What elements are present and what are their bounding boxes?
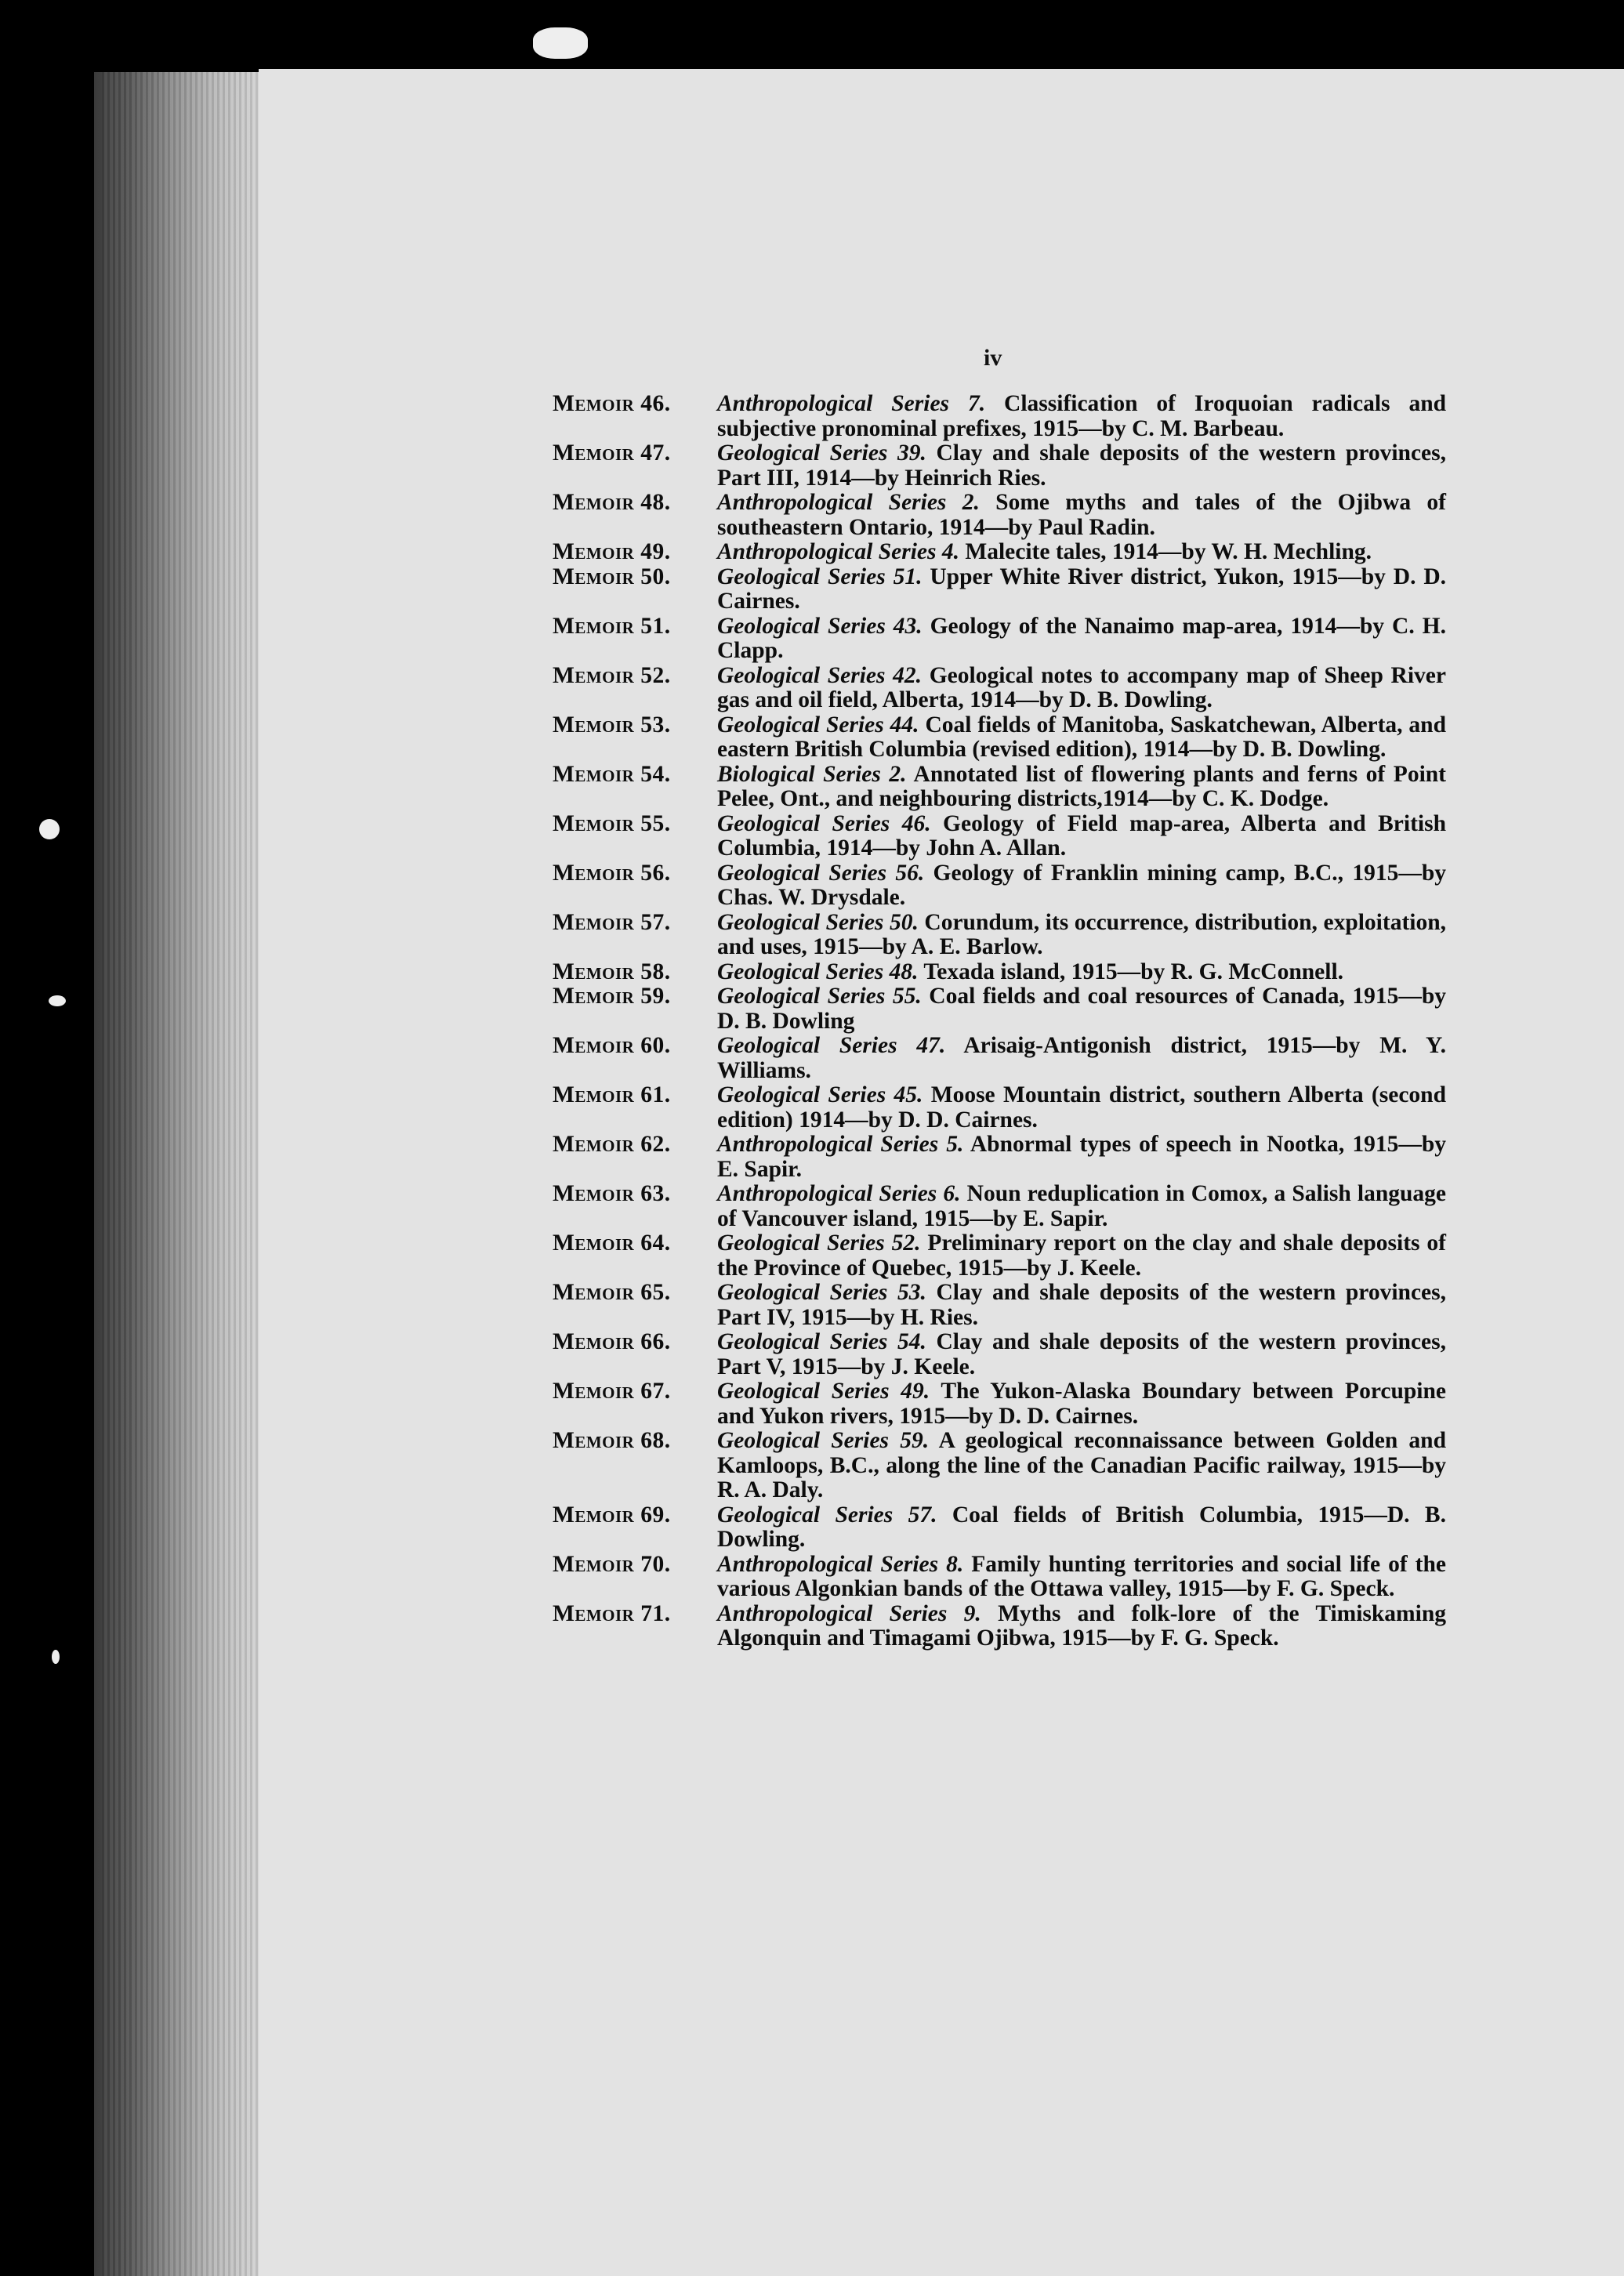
memoir-entry [553, 565, 1446, 614]
spine-texture [102, 72, 259, 2276]
memoir-description [717, 1034, 1446, 1083]
memoir-label: Memoir 70. [553, 1551, 671, 1577]
memoir-description [717, 664, 1446, 713]
memoir-label: Memoir 55. [553, 810, 671, 836]
memoir-label: Memoir 51. [553, 613, 671, 639]
memoir-label: Memoir 65. [553, 1280, 671, 1305]
series-name: Geological Series 48. [717, 959, 919, 984]
memoir-entry [553, 984, 1446, 1034]
memoir-entry [553, 1231, 1446, 1281]
memoir-title: Some myths and tales of the Ojibwa of southeastern Ontario, 1914—by Paul Radin. [717, 490, 1446, 540]
memoir-description [717, 1231, 1446, 1281]
memoir-description [717, 1330, 1446, 1379]
memoir-label: Memoir 59. [553, 984, 671, 1009]
memoir-title: Annotated list of flowering plants and ferns of Point Pelee, Ont., and neighbouring districts,1914—by C. K. Dodge. [717, 761, 1446, 811]
memoir-title: Clay and shale deposits of the western provinces, Part V, 1915—by J. Keele. [717, 1329, 1446, 1379]
memoir-label: Memoir 57. [553, 909, 671, 935]
series-name: Anthropological Series 6. [717, 1181, 961, 1206]
page-number: iv [984, 345, 1002, 371]
memoir-label: Memoir 49. [553, 539, 671, 564]
memoir-title: Arisaig-Antigonish district, 1915—by M. Y. Williams. [717, 1033, 1446, 1083]
memoir-label: Memoir 66. [553, 1329, 671, 1354]
memoir-entry [553, 1281, 1446, 1330]
memoir-label: Memoir 50. [553, 564, 671, 589]
memoir-label: Memoir 60. [553, 1033, 671, 1058]
memoir-title: Family hunting territories and social life of the various Algonkian bands of the Ottawa valley, 1915—by F. G. Speck. [717, 1551, 1447, 1601]
memoir-title: The Yukon-Alaska Boundary between Porcupine and Yukon rivers, 1915—by D. D. Cairnes. [717, 1379, 1446, 1429]
series-name: Geological Series 54. [717, 1329, 926, 1354]
memoir-title: Coal fields of Manitoba, Saskatchewan, Alberta, and eastern British Columbia (revised edition), 1914—by D. B. Dowling. [717, 712, 1446, 762]
memoir-label: Memoir 52. [553, 662, 671, 688]
memoir-description [717, 1133, 1446, 1182]
memoir-entry [553, 1429, 1446, 1503]
memoir-description [717, 763, 1446, 812]
memoir-title: Malecite tales, 1914—by W. H. Mechling. [965, 539, 1372, 564]
memoir-title: Texada island, 1915—by R. G. McConnell. [923, 959, 1344, 984]
memoir-label: Memoir 68. [553, 1428, 671, 1453]
series-name: Geological Series 50. [717, 909, 919, 935]
memoir-label: Memoir 62. [553, 1132, 671, 1157]
memoir-label: Memoir 63. [553, 1181, 671, 1206]
memoir-title: Clay and shale deposits of the western provinces, Part III, 1914—by Heinrich Ries. [717, 440, 1446, 491]
memoir-label: Memoir 71. [553, 1600, 671, 1626]
memoir-entry [553, 1034, 1446, 1083]
memoir-title: Upper White River district, Yukon, 1915—by D. D. Cairnes. [717, 564, 1447, 614]
margin-mark [49, 995, 66, 1006]
series-name: Geological Series 51. [717, 564, 923, 589]
memoir-entry [553, 1083, 1446, 1133]
memoir-description [717, 1602, 1446, 1651]
series-name: Anthropological Series 9. [717, 1600, 981, 1626]
memoir-label: Memoir 58. [553, 959, 671, 984]
memoir-description [717, 960, 1446, 985]
memoir-entry [553, 960, 1446, 985]
memoir-entry [553, 1182, 1446, 1231]
memoir-entry [553, 1503, 1446, 1553]
series-name: Geological Series 45. [717, 1082, 923, 1107]
memoir-entry [553, 1379, 1446, 1429]
series-name: Geological Series 56. [717, 860, 925, 886]
series-name: Anthropological Series 5. [717, 1132, 964, 1157]
series-name: Geological Series 43. [717, 613, 923, 639]
series-name: Anthropological Series 4. [717, 539, 959, 564]
memoir-description [717, 392, 1446, 441]
memoir-label: Memoir 54. [553, 761, 671, 787]
memoir-entry [553, 491, 1446, 540]
memoir-title: Preliminary report on the clay and shale deposits of the Province of Quebec, 1915—by J. Keele. [717, 1230, 1446, 1281]
series-name: Geological Series 47. [717, 1033, 946, 1058]
memoir-description [717, 861, 1446, 911]
memoir-description [717, 1429, 1446, 1503]
memoir-title: Geology of the Nanaimo map-area, 1914—by C. H. Clapp. [717, 613, 1446, 663]
margin-mark [533, 27, 588, 59]
series-name: Biological Series 2. [717, 761, 907, 787]
memoir-list [553, 392, 1446, 1651]
memoir-description [717, 1503, 1446, 1553]
memoir-label: Memoir 64. [553, 1230, 671, 1256]
series-name: Geological Series 49. [717, 1379, 930, 1404]
margin-mark [52, 1650, 60, 1664]
memoir-label: Memoir 46. [553, 391, 671, 416]
memoir-description [717, 984, 1446, 1034]
memoir-description [717, 713, 1446, 763]
memoir-entry [553, 392, 1446, 441]
series-name: Geological Series 46. [717, 810, 931, 836]
memoir-title: Geology of Franklin mining camp, B.C., 1915—by Chas. W. Drysdale. [717, 860, 1446, 910]
memoir-entry [553, 812, 1446, 861]
memoir-title: Coal fields and coal resources of Canada, 1915—by D. B. Dowling [717, 984, 1447, 1034]
memoir-entry [553, 911, 1446, 960]
memoir-description [717, 441, 1446, 491]
memoir-entry [553, 1602, 1446, 1651]
memoir-title: Geological notes to accompany map of Sheep River gas and oil field, Alberta, 1914—by D. B. Dowling. [717, 662, 1446, 712]
memoir-description [717, 812, 1446, 861]
memoir-label: Memoir 69. [553, 1502, 671, 1528]
memoir-description [717, 911, 1446, 960]
memoir-entry [553, 713, 1446, 763]
series-name: Geological Series 57. [717, 1502, 937, 1528]
memoir-entry [553, 441, 1446, 491]
memoir-description [717, 614, 1446, 664]
memoir-description [717, 1553, 1446, 1602]
memoir-label: Memoir 61. [553, 1082, 671, 1107]
memoir-entry [553, 1330, 1446, 1379]
memoir-entry [553, 540, 1446, 565]
memoir-title: Classification of Iroquoian radicals and subjective pronominal prefixes, 1915—by C. M. Barbeau. [717, 391, 1447, 441]
series-name: Geological Series 52. [717, 1230, 921, 1256]
series-name: Geological Series 42. [717, 662, 923, 688]
series-name: Anthropological Series 8. [717, 1551, 964, 1577]
memoir-title: Corundum, its occurrence, distribution, exploitation, and uses, 1915—by A. E. Barlow. [717, 909, 1446, 959]
memoir-entry [553, 861, 1446, 911]
memoir-description [717, 491, 1446, 540]
series-name: Geological Series 55. [717, 984, 922, 1009]
memoir-label: Memoir 47. [553, 440, 671, 466]
memoir-entry [553, 1133, 1446, 1182]
series-name: Geological Series 39. [717, 440, 926, 466]
memoir-label: Memoir 56. [553, 860, 671, 886]
series-name: Geological Series 44. [717, 712, 919, 738]
memoir-entry [553, 614, 1446, 664]
memoir-label: Memoir 53. [553, 712, 671, 738]
memoir-label: Memoir 67. [553, 1379, 671, 1404]
memoir-description [717, 1379, 1446, 1429]
memoir-title: Myths and folk-lore of the Timiskaming Algonquin and Timagami Ojibwa, 1915—by F. G. Speck. [717, 1600, 1446, 1651]
memoir-title: Geology of Field map-area, Alberta and British Columbia, 1914—by John A. Allan. [717, 810, 1446, 861]
memoir-title: Moose Mountain district, southern Alberta (second edition) 1914—by D. D. Cairnes. [717, 1082, 1446, 1133]
memoir-description [717, 540, 1446, 565]
series-name: Geological Series 59. [717, 1428, 930, 1453]
memoir-description [717, 1083, 1446, 1133]
series-name: Anthropological Series 7. [717, 391, 986, 416]
memoir-entry [553, 763, 1446, 812]
memoir-description [717, 565, 1446, 614]
memoir-entry [553, 1553, 1446, 1602]
memoir-title: Coal fields of British Columbia, 1915—D. B. Dowling. [717, 1502, 1446, 1552]
memoir-description [717, 1281, 1446, 1330]
memoir-label: Memoir 48. [553, 490, 671, 515]
memoir-title: Noun reduplication in Comox, a Salish language of Vancouver island, 1915—by E. Sapir. [717, 1181, 1446, 1231]
series-name: Anthropological Series 2. [717, 490, 980, 515]
memoir-title: Abnormal types of speech in Nootka, 1915—by E. Sapir. [717, 1132, 1446, 1182]
series-name: Geological Series 53. [717, 1280, 926, 1305]
memoir-description [717, 1182, 1446, 1231]
memoir-title: A geological reconnaissance between Golden and Kamloops, B.C., along the line of the Canadian Pacific railway, 1915—by R. A. Daly. [717, 1428, 1446, 1502]
memoir-entry [553, 664, 1446, 713]
memoir-title: Clay and shale deposits of the western provinces, Part IV, 1915—by H. Ries. [717, 1280, 1446, 1330]
margin-mark [39, 819, 60, 839]
